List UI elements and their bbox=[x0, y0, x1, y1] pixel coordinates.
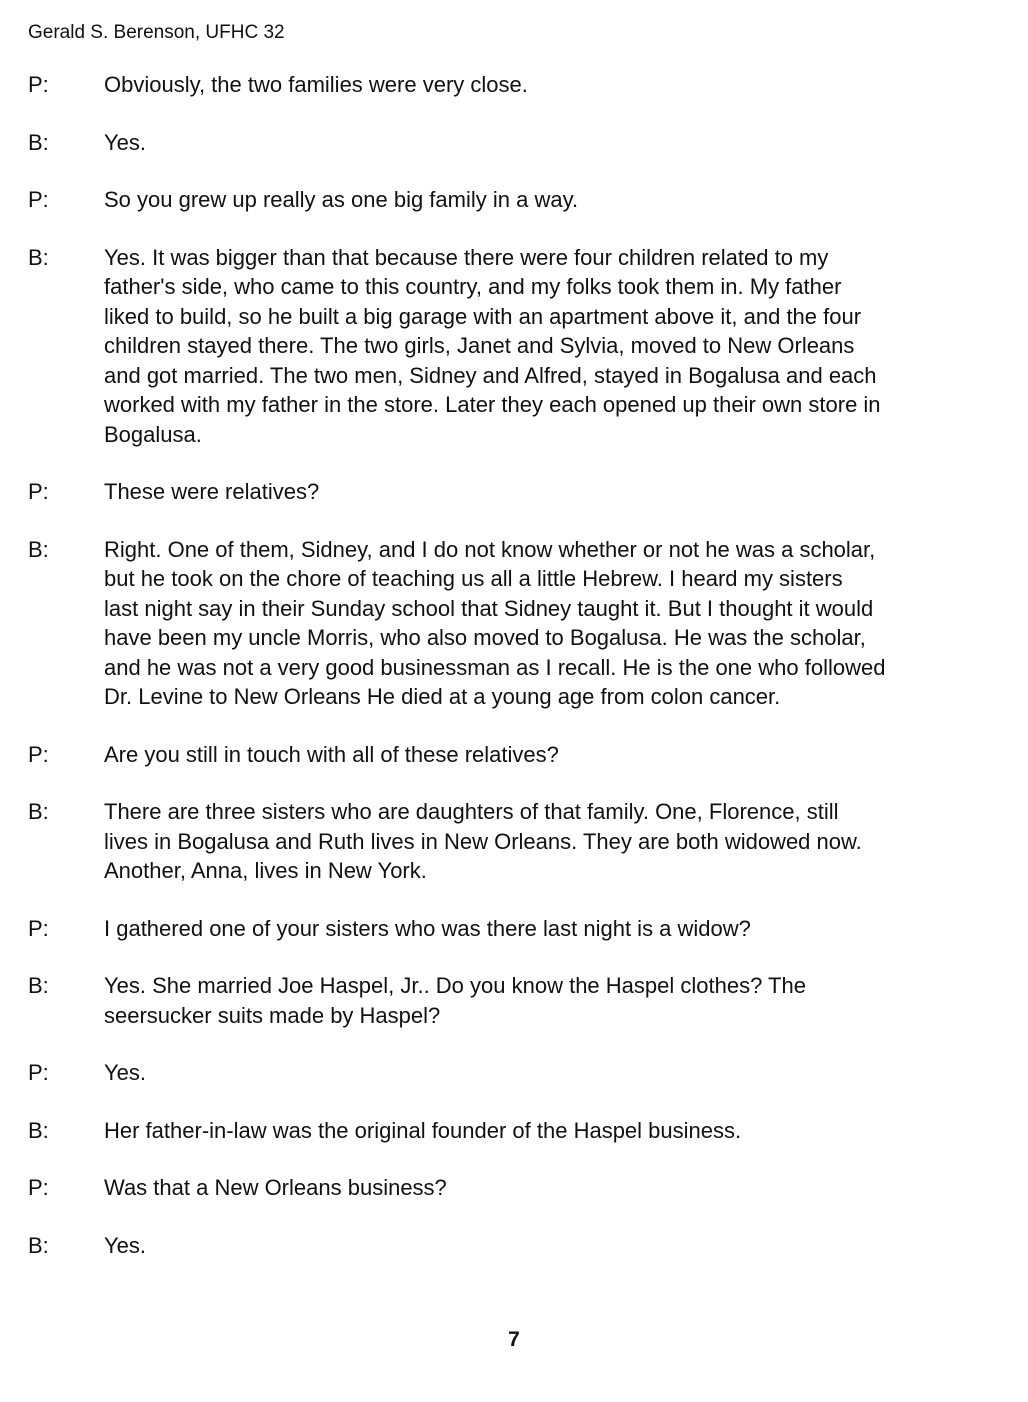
entry-text: I gathered one of your sisters who was there last night is a widow? bbox=[104, 915, 751, 941]
speaker-label: P: bbox=[28, 479, 49, 504]
transcript-entry bbox=[28, 797, 1008, 886]
entry-text: Yes. bbox=[104, 1232, 147, 1258]
speaker-label: P: bbox=[28, 187, 49, 212]
speaker-label: B: bbox=[28, 973, 49, 998]
entry-text: Obviously, the two families were very close. bbox=[104, 72, 528, 97]
entry-text: Yes. bbox=[104, 129, 147, 155]
page-number: 7 bbox=[508, 1328, 520, 1351]
entry-text: Are you still in touch with all of these relatives? bbox=[104, 741, 559, 767]
transcript-entry bbox=[28, 477, 1008, 507]
entry-text: So you grew up really as one big family in a way. bbox=[104, 187, 579, 212]
transcript-entry bbox=[28, 1116, 1008, 1146]
transcript-entry bbox=[28, 914, 1008, 944]
transcript-entry bbox=[28, 128, 1008, 158]
entry-text: Was that a New Orleans business? bbox=[104, 1175, 447, 1200]
speaker-label: P: bbox=[28, 915, 49, 941]
transcript-entry bbox=[28, 535, 1008, 712]
entry-text: Yes. bbox=[104, 1060, 147, 1085]
speaker-label: P: bbox=[28, 1060, 49, 1085]
speaker-label: B: bbox=[28, 799, 49, 824]
transcript bbox=[28, 70, 1008, 1288]
transcript-entry bbox=[28, 185, 1008, 215]
speaker-label: B: bbox=[28, 1232, 49, 1258]
transcript-entry bbox=[28, 1173, 1008, 1203]
speaker-label: P: bbox=[28, 72, 49, 97]
speaker-label: B: bbox=[28, 129, 49, 155]
document-header: Gerald S. Berenson, UFHC 32 bbox=[28, 22, 285, 43]
entry-text: There are three sisters who are daughters of that family. One, Florence, still lives in Bogalusa and Ruth lives in New Orleans. They are both widowed now. Another, Anna, lives in New York. bbox=[104, 799, 862, 883]
speaker-label: B: bbox=[28, 244, 49, 270]
transcript-entry bbox=[28, 1231, 1008, 1261]
transcript-entry bbox=[28, 243, 1008, 450]
entry-text: Yes. It was bigger than that because there were four children related to my father's side, who came to this country, and my folks took them in. My father liked to build, so he built a big garage with an apartment above it, and the four children stayed there. The two girls, Janet and Sylvia, moved to New Orleans and got married. The two men, Sidney and Alfred, stayed in Bogalusa and each worked with my father in the store. Later they each opened up their own store in Bogalusa. bbox=[104, 244, 881, 447]
speaker-label: P: bbox=[28, 1175, 49, 1200]
transcript-entry bbox=[28, 740, 1008, 770]
entry-text: Right. One of them, Sidney, and I do not know whether or not he was a scholar, but he took on the chore of teaching us all a little Hebrew. I heard my sisters last night say in their Sunday school that Sidney taught it. But I thought it would have been my uncle Morris, who also moved to Bogalusa. He was the scholar, and he was not a very good businessman as I recall. He is the one who followed Dr. Levine to New Orleans He died at a young age from colon cancer. bbox=[104, 536, 886, 709]
entry-text: Her father-in-law was the original founder of the Haspel business. bbox=[104, 1117, 742, 1143]
transcript-entry bbox=[28, 1058, 1008, 1088]
transcript-entry bbox=[28, 70, 1008, 100]
speaker-label: B: bbox=[28, 1117, 49, 1143]
entry-text: Yes. She married Joe Haspel, Jr.. Do you know the Haspel clothes? The seersucker suits made by Haspel? bbox=[104, 973, 806, 1028]
transcript-entry bbox=[28, 971, 1008, 1030]
speaker-label: P: bbox=[28, 741, 49, 767]
entry-text: These were relatives? bbox=[104, 479, 320, 504]
speaker-label: B: bbox=[28, 536, 49, 562]
